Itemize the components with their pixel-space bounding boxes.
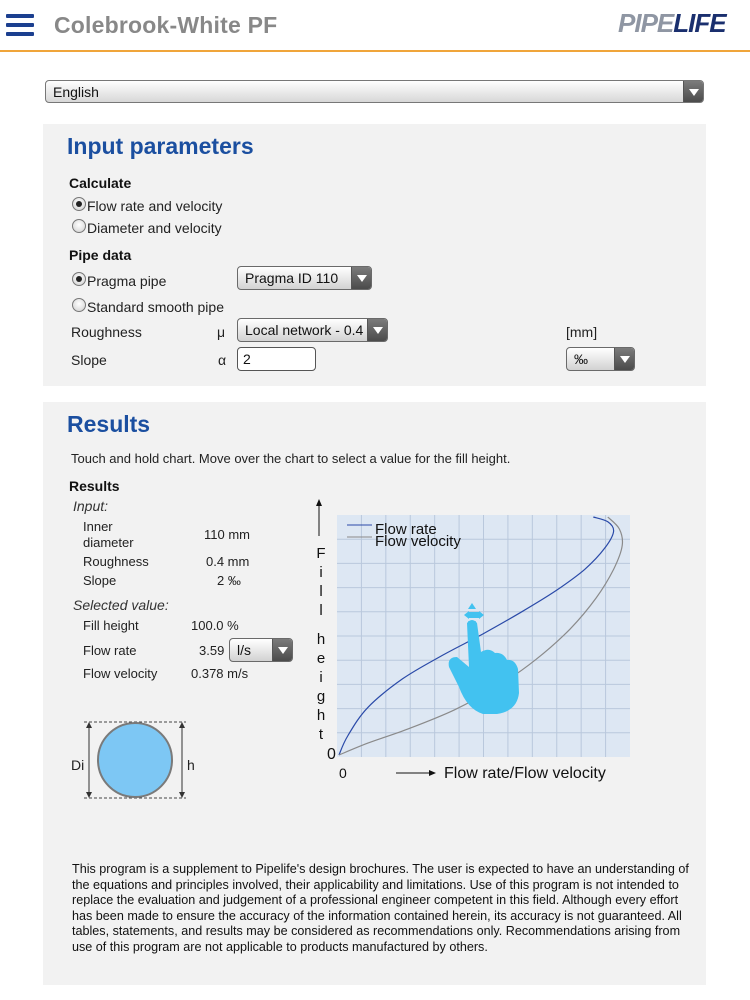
roughness-select[interactable]	[237, 318, 388, 342]
y-axis-label-letter: t	[318, 726, 324, 743]
logo-text-pipe: PIPE	[618, 8, 674, 38]
diagram-h-label: h	[187, 757, 195, 773]
radio-standard-smooth-pipe[interactable]	[72, 298, 86, 312]
y-axis-label-letter: i	[319, 564, 323, 581]
fill-height-chart[interactable]	[337, 515, 630, 757]
pipe-type-select-value: Pragma ID 110	[245, 270, 339, 286]
y-axis-label-letter: F	[316, 545, 326, 562]
radio-pragma-pipe-label: Pragma pipe	[87, 273, 167, 289]
legend-flow-velocity: Flow velocity	[375, 533, 461, 550]
flow-rate-unit-select-value: l/s	[237, 642, 251, 658]
slope-result-label: Slope	[83, 573, 117, 588]
y-axis-arrow	[312, 498, 326, 538]
y-origin-label: 0	[327, 746, 336, 763]
roughness-result-value: 0.4 mm	[206, 554, 250, 569]
radio-standard-smooth-pipe-label: Standard smooth pipe	[87, 299, 224, 315]
language-select[interactable]	[45, 80, 704, 103]
language-select-value: English	[53, 84, 99, 100]
input-label: Input:	[73, 498, 109, 514]
touch-hand-icon	[445, 597, 525, 715]
radio-flow-rate-velocity-label: Flow rate and velocity	[87, 198, 223, 214]
slope-unit-select[interactable]	[566, 347, 635, 371]
diagram-di-label: Di	[71, 757, 85, 773]
x-axis-arrow	[395, 767, 437, 779]
hamburger-menu-icon[interactable]	[6, 14, 34, 36]
results-subheading: Results	[69, 478, 120, 494]
chevron-down-icon	[614, 348, 634, 370]
y-axis-label-letter: g	[316, 688, 326, 705]
y-axis-label-letter: h	[316, 631, 326, 648]
pipelife-logo	[618, 8, 746, 44]
roughness-label: Roughness	[71, 324, 142, 340]
y-axis-label-letter: e	[316, 650, 326, 667]
legend-flow-rate: Flow rate	[375, 521, 437, 538]
roughness-select-value: Local network - 0.4	[245, 322, 364, 338]
app-title: Colebrook-White PF	[54, 12, 278, 38]
radio-flow-rate-velocity[interactable]	[72, 197, 86, 211]
chevron-down-icon	[683, 81, 703, 102]
flow-rate-label: Flow rate	[83, 643, 137, 658]
y-axis-label-letter: h	[316, 707, 326, 724]
roughness-symbol: μ	[217, 324, 226, 340]
results-title: Results	[67, 411, 151, 437]
inner-diameter-value: 110 mm	[204, 527, 250, 542]
slope-symbol: α	[218, 352, 227, 368]
slope-unit-select-value: ‰	[574, 351, 588, 367]
chevron-down-icon	[351, 267, 371, 289]
pipe-type-select[interactable]	[237, 266, 372, 290]
pipe-data-heading: Pipe data	[69, 247, 132, 263]
flow-velocity-label: Flow velocity	[83, 666, 158, 681]
disclaimer-text: This program is a supplement to Pipelife's design brochures. The user is expected to have an understanding of the equations and principles involved, their applicability and limitations. Use of this program is not intended to replace the evaluation and judgement of a professional engineer competent in this field. Although every effort has been made to ensure the accuracy of the information contained herein, its accuracy is not guaranteed. All tables, statements, and results may be considered as recommendations only. Recommendations arising from use of this program are not applicable to products manufactured by others.	[72, 862, 689, 954]
radio-pragma-pipe[interactable]	[72, 272, 86, 286]
app-header	[0, 0, 750, 52]
x-origin-label: 0	[339, 765, 347, 781]
flow-rate-unit-select[interactable]	[229, 638, 293, 662]
chevron-down-icon	[272, 639, 292, 661]
input-parameters-title: Input parameters	[67, 133, 254, 159]
radio-diameter-velocity[interactable]	[72, 219, 86, 233]
results-instruction: Touch and hold chart. Move over the chart to select a value for the fill height.	[71, 451, 511, 466]
y-axis-label-letter: l	[319, 602, 323, 619]
fill-height-value: 100.0 %	[191, 618, 239, 633]
inner-diameter-label: Inner diameter	[83, 519, 134, 550]
fill-height-label: Fill height	[83, 618, 139, 633]
roughness-result-label: Roughness	[83, 554, 149, 569]
chevron-down-icon	[367, 319, 387, 341]
flow-velocity-value: 0.378 m/s	[191, 666, 249, 681]
calculate-heading: Calculate	[69, 175, 132, 191]
y-axis-label-letter: l	[319, 583, 323, 600]
slope-label: Slope	[71, 352, 107, 368]
radio-diameter-velocity-label: Diameter and velocity	[87, 220, 222, 236]
roughness-unit: [mm]	[566, 324, 598, 340]
slope-input[interactable]	[237, 347, 316, 371]
x-axis-label: Flow rate/Flow velocity	[444, 765, 606, 782]
slope-result-value: 2 ‰	[217, 573, 241, 588]
y-axis-label-letter: i	[319, 669, 323, 686]
logo-text-life: LIFE	[673, 8, 726, 38]
flow-rate-value: 3.59	[199, 643, 225, 658]
selected-value-label: Selected value:	[73, 597, 169, 613]
